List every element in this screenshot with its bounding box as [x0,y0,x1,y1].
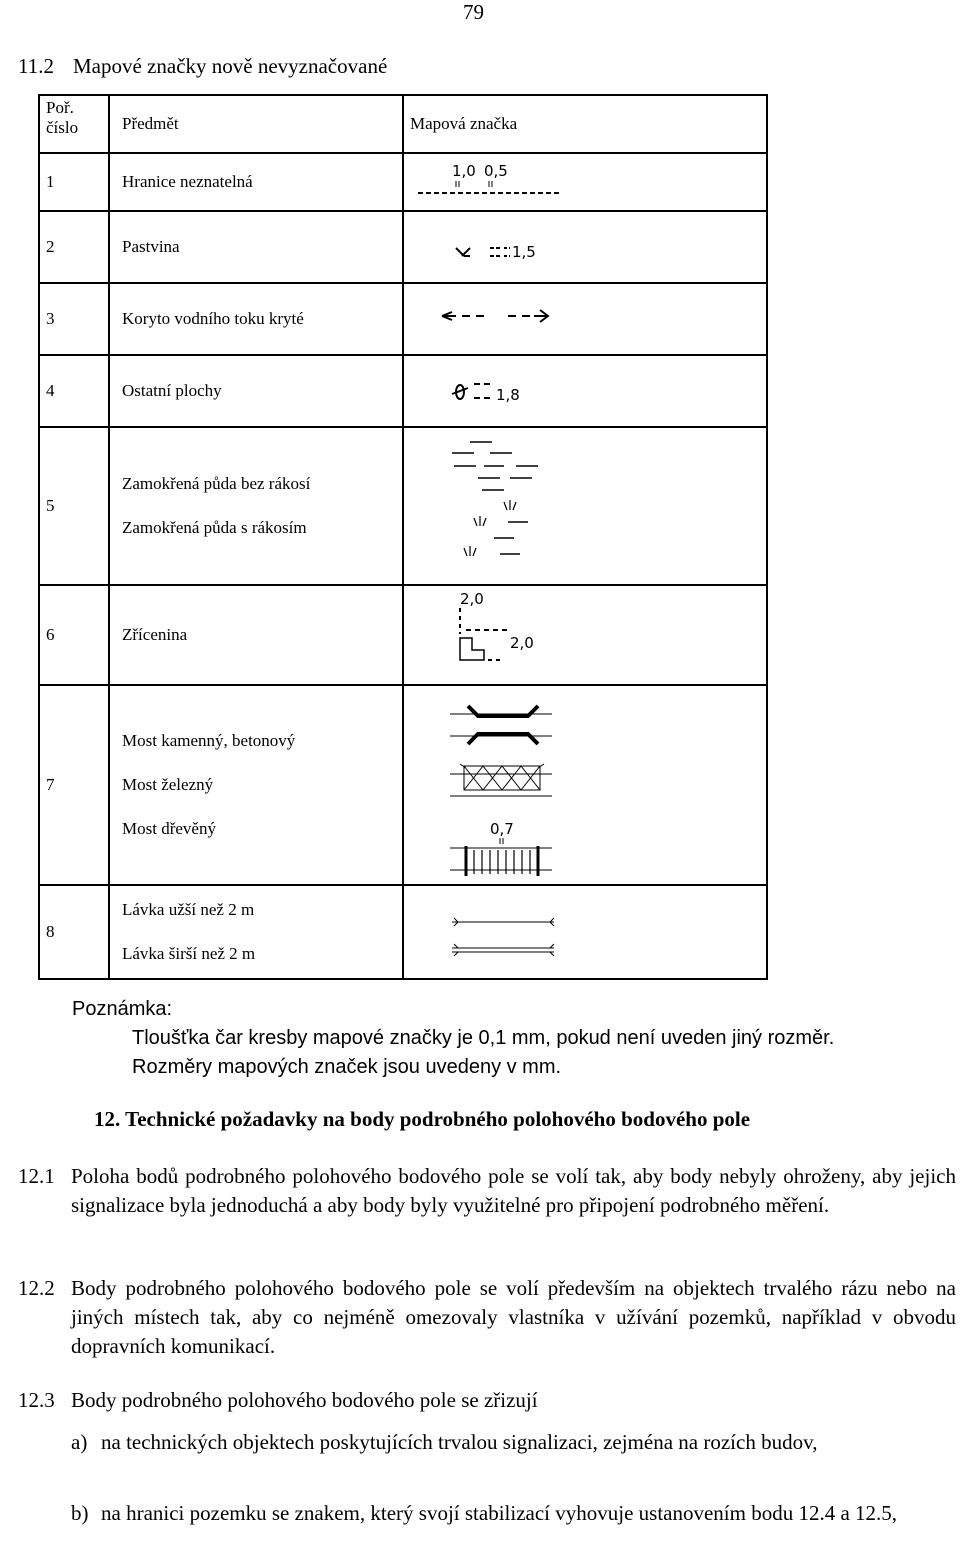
row-number: 6 [39,585,109,685]
table-row [39,283,767,355]
subject-line: Lávka širší než 2 m [122,944,256,963]
stone-bridge-icon [450,706,552,744]
paragraph-text: Body podrobného polohového bodového pole se volí především na objektech trvalého rázu nebo na jiných místech tak, aby co nejméně omezovaly vlastníka v užívání pozemků, například v obvodu dopravních komunikací. [71,1276,956,1358]
symbol-label: 2,0 [510,634,534,652]
row-subject: Hranice neznatelná [109,153,403,211]
row-number: 4 [39,355,109,427]
iron-bridge-icon [450,764,552,796]
list-item [71,1428,956,1457]
symbol-label: 1,0 [452,162,476,180]
row-number: 7 [39,685,109,885]
paragraph-number: 12.2 [18,1276,55,1300]
note [72,995,834,1082]
subject-line: Most kamenný, betonový [122,731,296,750]
header-number: Poř. číslo [39,95,109,153]
bridge-symbols [403,685,767,885]
note-line: Tloušťka čar kresby mapové značky je 0,1 mm, pokud není uveden jiný rozměr. [132,1027,835,1049]
page-number: 79 [463,0,484,24]
paragraph [18,1386,956,1415]
row-subject: Pastvina [109,211,403,283]
list-item-label: a) [71,1430,88,1454]
ruin-symbol [403,585,767,685]
list-item-label: b) [71,1501,89,1525]
map-symbols-table [38,94,768,980]
pasture-symbol [403,211,767,283]
table-row [39,355,767,427]
paragraph-text: Body podrobného polohového bodového pole se zřizují [71,1388,538,1412]
symbol-label: 0,5 [484,162,508,180]
symbol-label: 0,7 [490,820,514,838]
chapter-heading: 12. Technické požadavky na body podrobného polohového bodového pole [94,1107,751,1131]
subject-line: Most dřevěný [122,819,216,838]
row-number: 5 [39,427,109,585]
boundary-undetectable-symbol [403,153,767,211]
subject-line: Zamokřená půda bez rákosí [122,474,311,493]
table-row [39,211,767,283]
list-item [71,1499,956,1528]
row-subject [109,685,403,885]
row-subject [109,885,403,979]
row-number: 1 [39,153,109,211]
row-number: 3 [39,283,109,355]
wide-footbridge-icon [452,944,554,956]
subject-line: Most železný [122,775,214,794]
list-item-text: na technických objektech poskytujících trvalou signalizaci, zejména na rozích budov, [101,1430,818,1454]
section-number: 11.2 [18,54,54,78]
header-subject: Předmět [109,95,403,153]
paragraph [18,1274,956,1361]
subject-line: Zamokřená půda s rákosím [122,518,307,537]
symbol-label: 1,5 [512,243,536,261]
footbridge-symbols [403,885,767,979]
row-subject: Ostatní plochy [109,355,403,427]
narrow-footbridge-icon [452,918,554,926]
symbol-label: 2,0 [460,590,484,608]
section-title: Mapové značky nově nevyznačované [73,54,388,78]
covered-watercourse-symbol [403,283,767,355]
wooden-bridge-icon [450,820,552,876]
header-symbol: Mapová značka [403,95,767,153]
row-subject [109,427,403,585]
list-item-text: na hranici pozemku se znakem, který svojí stabilizací vyhovuje ustanovením bodu 12.4 a 12.5, [101,1501,898,1525]
row-number: 2 [39,211,109,283]
note-title: Poznámka: [72,998,173,1020]
paragraph [18,1162,956,1220]
table-row [39,885,767,979]
row-subject: Zřícenina [109,585,403,685]
row-subject: Koryto vodního toku kryté [109,283,403,355]
table-row [39,427,767,585]
table-header-row [39,95,767,153]
paragraph-text: Poloha bodů podrobného polohového bodového pole se volí tak, aby body nebyly ohroženy, aby jejich signalizace byla jednoduchá a aby body byly využitelné pro připojení podrobného měření. [71,1164,956,1217]
paragraph-number: 12.1 [18,1164,55,1188]
section-heading [18,54,387,79]
paragraph-number: 12.3 [18,1388,55,1412]
table-row [39,685,767,885]
table-row [39,585,767,685]
table-row [39,153,767,211]
note-line: Rozměry mapových značek jsou uvedeny v mm. [132,1056,562,1078]
row-number: 8 [39,885,109,979]
other-areas-symbol [403,355,767,427]
wetland-symbol [403,427,767,585]
symbol-label: 1,8 [496,386,520,404]
subject-line: Lávka užší než 2 m [122,900,255,919]
